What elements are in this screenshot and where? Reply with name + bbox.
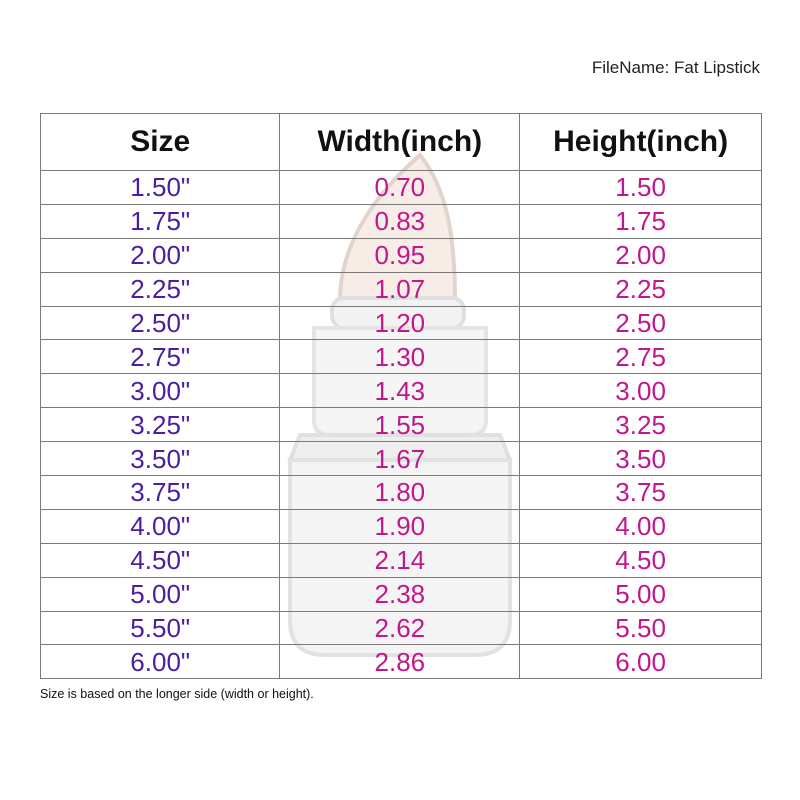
width-cell: 1.30 (280, 340, 520, 374)
width-cell: 1.43 (280, 374, 520, 408)
size-cell: 2.25" (41, 272, 280, 306)
height-cell: 2.00 (520, 238, 762, 272)
size-note: Size is based on the longer side (width or height). (40, 687, 314, 701)
size-cell: 4.00" (41, 509, 280, 543)
height-cell: 2.75 (520, 340, 762, 374)
size-cell: 2.50" (41, 306, 280, 340)
size-cell: 1.75" (41, 204, 280, 238)
height-cell: 5.50 (520, 611, 762, 645)
height-cell: 1.50 (520, 171, 762, 205)
table-row (41, 408, 762, 442)
table-row (41, 238, 762, 272)
height-cell: 4.00 (520, 509, 762, 543)
height-cell: 2.25 (520, 272, 762, 306)
height-cell: 6.00 (520, 645, 762, 679)
size-cell: 2.75" (41, 340, 280, 374)
width-cell: 2.14 (280, 543, 520, 577)
table-body (41, 171, 762, 679)
width-cell: 2.86 (280, 645, 520, 679)
table-row (41, 645, 762, 679)
width-cell: 1.67 (280, 442, 520, 476)
height-cell: 3.25 (520, 408, 762, 442)
width-cell: 2.62 (280, 611, 520, 645)
table-row (41, 509, 762, 543)
table-row (41, 171, 762, 205)
width-cell: 1.20 (280, 306, 520, 340)
height-cell: 1.75 (520, 204, 762, 238)
table-row (41, 340, 762, 374)
table-row (41, 577, 762, 611)
width-cell: 1.07 (280, 272, 520, 306)
size-cell: 2.00" (41, 238, 280, 272)
height-cell: 3.50 (520, 442, 762, 476)
header-height: Height(inch) (520, 114, 762, 171)
table-row (41, 204, 762, 238)
size-cell: 6.00" (41, 645, 280, 679)
size-cell: 3.75" (41, 476, 280, 510)
table-row (41, 272, 762, 306)
size-cell: 4.50" (41, 543, 280, 577)
size-cell: 3.50" (41, 442, 280, 476)
height-cell: 5.00 (520, 577, 762, 611)
width-cell: 0.83 (280, 204, 520, 238)
width-cell: 0.95 (280, 238, 520, 272)
width-cell: 1.55 (280, 408, 520, 442)
table-row (41, 442, 762, 476)
width-cell: 2.38 (280, 577, 520, 611)
width-cell: 1.80 (280, 476, 520, 510)
width-cell: 1.90 (280, 509, 520, 543)
size-cell: 3.25" (41, 408, 280, 442)
size-chart-table (40, 113, 762, 679)
height-cell: 4.50 (520, 543, 762, 577)
table-row (41, 374, 762, 408)
size-cell: 1.50" (41, 171, 280, 205)
size-cell: 5.00" (41, 577, 280, 611)
table-row (41, 306, 762, 340)
height-cell: 2.50 (520, 306, 762, 340)
height-cell: 3.75 (520, 476, 762, 510)
size-cell: 5.50" (41, 611, 280, 645)
table-row (41, 611, 762, 645)
header-row (41, 114, 762, 171)
height-cell: 3.00 (520, 374, 762, 408)
header-size: Size (41, 114, 280, 171)
size-cell: 3.00" (41, 374, 280, 408)
width-cell: 0.70 (280, 171, 520, 205)
header-width: Width(inch) (280, 114, 520, 171)
table-row (41, 476, 762, 510)
file-name-label: FileName: Fat Lipstick (591, 58, 760, 77)
table-row (41, 543, 762, 577)
